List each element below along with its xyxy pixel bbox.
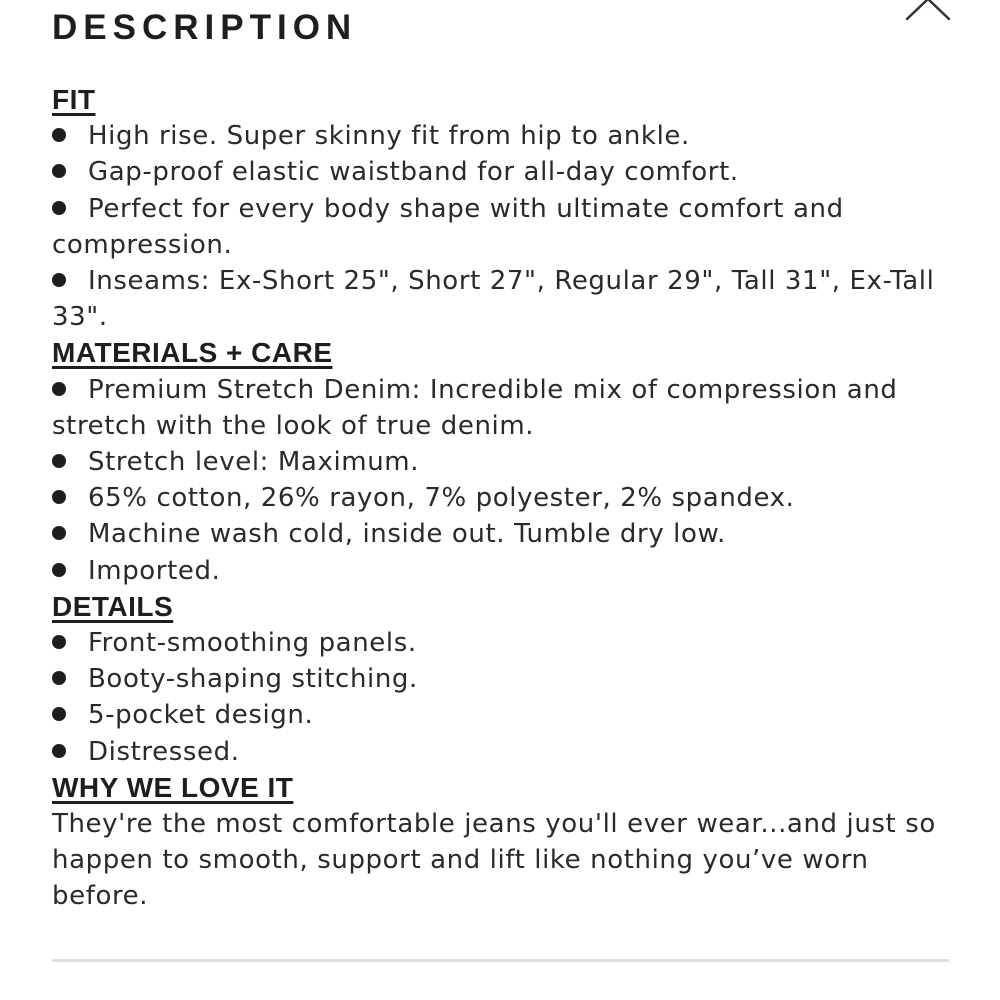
list-item-text: Inseams: Ex-Short 25", Short 27", Regular 29", Tall 31", Ex-Tall 33". — [52, 266, 935, 333]
list-item — [52, 191, 952, 263]
bullet-icon — [52, 454, 66, 468]
list-item — [52, 444, 952, 480]
bullet-icon — [52, 744, 66, 758]
bullet-icon — [52, 635, 66, 649]
list-item-text: Gap-proof elastic waistband for all-day comfort. — [88, 157, 739, 188]
list-item-text: Perfect for every body shape with ultimate comfort and compression. — [52, 193, 844, 260]
chevron-up-icon — [904, 0, 952, 24]
section-heading-fit: FIT — [52, 84, 96, 115]
materials-list — [52, 372, 952, 589]
list-item — [52, 372, 952, 444]
list-item-text: 5-pocket design. — [88, 700, 314, 731]
divider — [52, 959, 949, 962]
bullet-icon — [52, 671, 66, 685]
collapse-button[interactable] — [904, 0, 952, 24]
list-item — [52, 480, 952, 516]
list-item — [52, 118, 952, 154]
bullet-icon — [52, 490, 66, 504]
bullet-icon — [52, 526, 66, 540]
why-we-love-it-text: They're the most comfortable jeans you'll ever wear...and just so happen to smooth, support and lift like nothing you’ve worn before. — [52, 809, 936, 912]
list-item-text: High rise. Super skinny fit from hip to ankle. — [88, 121, 690, 152]
section-heading-materials-care: MATERIALS + CARE — [52, 337, 333, 369]
list-item-text: Booty-shaping stitching. — [88, 664, 418, 695]
list-item — [52, 553, 952, 589]
bullet-icon — [52, 273, 66, 287]
list-item-text: Distressed. — [88, 736, 240, 767]
list-item-text: Machine wash cold, inside out. Tumble dry low. — [88, 519, 726, 550]
fit-list — [52, 118, 952, 335]
bullet-icon — [52, 707, 66, 721]
list-item-text: Imported. — [88, 555, 221, 586]
section-heading-why-we-love-it: WHY WE LOVE IT — [52, 771, 294, 803]
list-item-text: Front-smoothing panels. — [88, 628, 417, 659]
description-title: DESCRIPTION — [52, 8, 358, 47]
bullet-icon — [52, 563, 66, 577]
list-item — [52, 516, 952, 552]
details-list — [52, 625, 952, 770]
bullet-icon — [52, 201, 66, 215]
list-item — [52, 154, 952, 190]
section-heading-details: DETAILS — [52, 590, 174, 622]
description-content — [52, 82, 952, 915]
list-item — [52, 263, 952, 335]
list-item-text: 65% cotton, 26% rayon, 7% polyester, 2% spandex. — [88, 483, 795, 514]
bullet-icon — [52, 382, 66, 396]
list-item — [52, 661, 952, 697]
list-item — [52, 734, 952, 770]
list-item — [52, 625, 952, 661]
bullet-icon — [52, 164, 66, 178]
bullet-icon — [52, 128, 66, 142]
list-item — [52, 697, 952, 733]
list-item-text: Premium Stretch Denim: Incredible mix of compression and stretch with the look of true denim. — [52, 374, 898, 441]
list-item-text: Stretch level: Maximum. — [88, 447, 420, 478]
